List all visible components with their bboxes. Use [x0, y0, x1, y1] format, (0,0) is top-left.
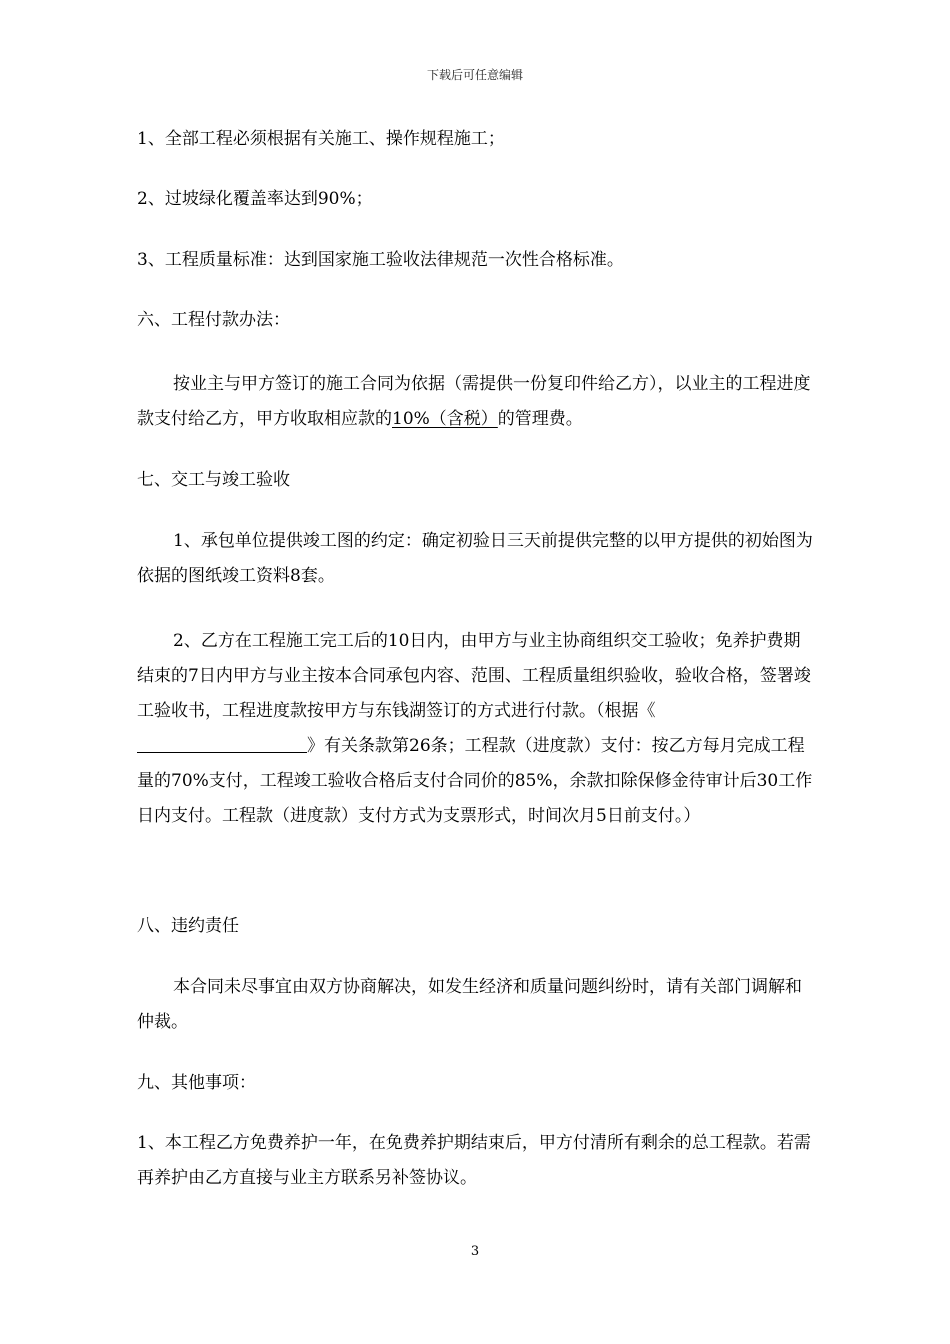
breach-paragraph: 本合同未尽事宜由双方协商解决，如发生经济和质量问题纠纷时，请有关部门调解和仲裁。 — [137, 977, 802, 1032]
acceptance-paragraph — [137, 624, 817, 834]
section-7-heading: 七、交工与竣工验收 — [137, 470, 290, 490]
payment-text-part2: 的管理费。 — [497, 409, 583, 429]
clause-3-quality-standard: 3、工程质量标准：达到国家施工验收法律规范一次性合格标准。 — [137, 250, 624, 270]
clause-2-greening-coverage: 2、过坡绿化覆盖率达到90%； — [137, 189, 373, 209]
section-6-heading: 六、工程付款办法： — [137, 310, 290, 330]
payment-paragraph — [137, 367, 817, 437]
completion-drawings-paragraph: 1、承包单位提供竣工图的约定：确定初验日三天前提供完整的以甲方提供的初始图为依据的图纸竣工资料8套。 — [137, 531, 813, 586]
section-9-heading: 九、其他事项： — [137, 1073, 256, 1093]
management-fee-rate: 10%（含税） — [392, 409, 498, 429]
section-8-heading: 八、违约责任 — [137, 916, 239, 936]
other-matters-clause-1: 1、本工程乙方免费养护一年，在免费养护期结束后，甲方付清所有剩余的总工程款。若需再养护由乙方直接与业主方联系另补签协议。 — [137, 1133, 811, 1188]
acceptance-text-part2: 》有关条款第26条；工程款（进度款）支付：按乙方每月完成工程量的70%支付，工程竣工验收合格后支付合同价的85%，余款扣除保修金待审计后30工作日内支付。工程款（进度款）支付方式为支票形式，时间次月5日前支付。） — [137, 736, 813, 826]
payment-text-part1: 按业主与甲方签订的施工合同为依据（需提供一份复印件给乙方），以业主的工程进度款支付给乙方，甲方收取相应款的 — [137, 374, 811, 429]
page-number: 3 — [470, 1244, 480, 1259]
contract-name-blank — [137, 732, 307, 753]
acceptance-text-part1: 2、乙方在工程施工完工后的10日内，由甲方与业主协商组织交工验收；免养护费期结束的7日内甲方与业主按本合同承包内容、范围、工程质量组织验收，验收合格，签署竣工验收书，工程进度款按甲方与东钱湖签订的方式进行付款。（根据《 — [137, 631, 811, 721]
clause-1-construction-rules: 1、全部工程必须根据有关施工、操作规程施工； — [137, 129, 505, 149]
page-header: 下载后可任意编辑 — [426, 68, 523, 82]
